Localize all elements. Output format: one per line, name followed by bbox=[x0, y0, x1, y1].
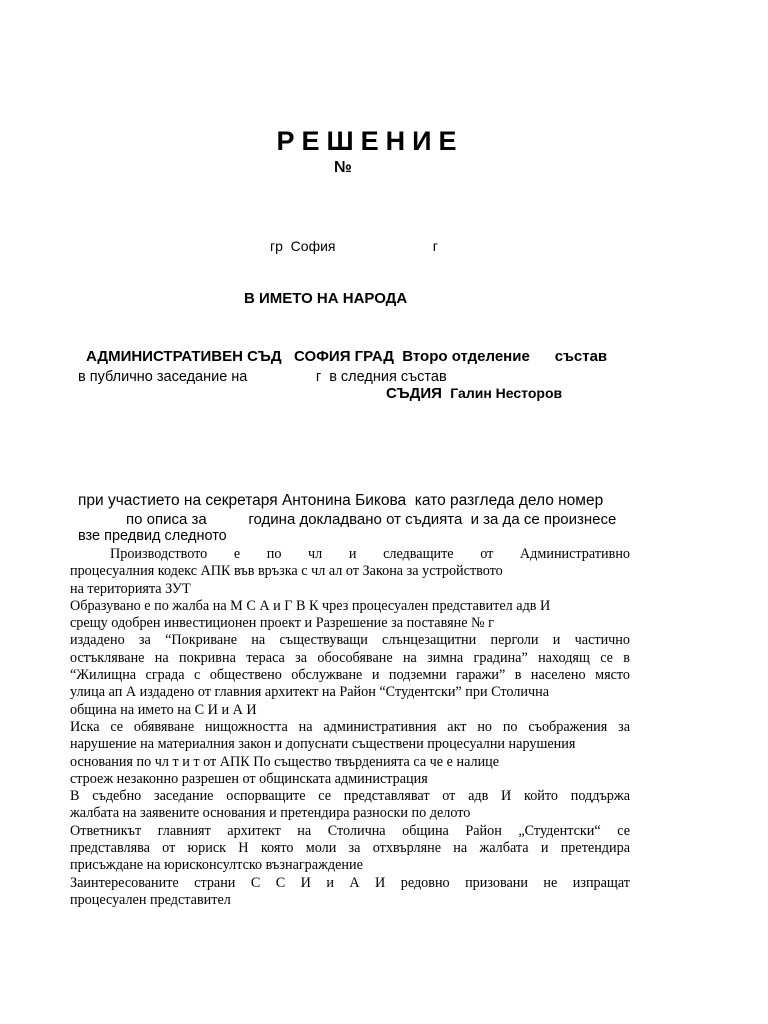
body-line: присъждане на юрисконсултско възнаграждение bbox=[70, 857, 363, 874]
body-line: Образувано е по жалба на М С А и Г В К чрез процесуален представител адв И bbox=[70, 597, 551, 614]
decision-number: № bbox=[334, 159, 352, 176]
body-line: Иска се обявяване нищожността на административния акт но по съображения за bbox=[70, 718, 630, 735]
session-line: в публично заседание на г в следния състав bbox=[78, 369, 447, 385]
body-line: “Жилищна сграда с обществено обслужване и подземни гаражи” в населено място bbox=[70, 667, 630, 684]
place-and-date: гр София г bbox=[270, 238, 438, 254]
judge-label: СЪДИЯ bbox=[386, 385, 442, 402]
document-title: РЕШЕНИЕ bbox=[276, 126, 464, 156]
intro-line-3: взе предвид следното bbox=[78, 528, 227, 544]
body-line: Производството е по чл и следващите от Административно bbox=[110, 546, 630, 562]
body-line: основания по чл т и т от АПК По същество твърденията са че е налице bbox=[70, 753, 500, 770]
body-line: Ответникът главният архитект на Столична община Район „Студентски“ се bbox=[70, 822, 630, 839]
body-line: издадено за “Покриване на съществуващи слънцезащитни перголи и частично bbox=[70, 632, 630, 649]
body-line: нарушение на материалния закон и допуснати съществени процесуални нарушения bbox=[70, 736, 576, 753]
body-line: жалбата на заявените основания и претендира разноски по делото bbox=[70, 805, 471, 822]
body-line: В съдебно заседание оспорващите се представляват от адв И който поддържа bbox=[70, 788, 630, 805]
body-line: Заинтересованите страни С С И и А И редовно призовани не изпращат bbox=[70, 874, 630, 891]
body-line: срещу одобрен инвестиционен проект и Разрешение за поставяне № г bbox=[70, 615, 494, 632]
body-line: община на името на С И и А И bbox=[70, 701, 257, 718]
body-text bbox=[70, 546, 630, 909]
intro-line-2: по описа за година докладвано от съдията и за да се произнесе bbox=[126, 511, 617, 528]
body-line: остъкляване на покривна тераса за обособяване на зимна градина” находящ се в bbox=[70, 649, 630, 666]
court-line: АДМИНИСТРАТИВЕН СЪД СОФИЯ ГРАД Второ отделение състав bbox=[86, 348, 608, 365]
body-line: на територията ЗУТ bbox=[70, 580, 191, 597]
body-line: представлява от юриск Н която моли за отхвърляне на жалбата и претендира bbox=[70, 840, 630, 857]
judge-name: Галин Несторов bbox=[450, 385, 563, 401]
body-line: процесуалния кодекс АПК във връзка с чл ал от Закона за устройството bbox=[70, 563, 503, 580]
body-line: процесуален представител bbox=[70, 891, 231, 908]
body-line: строеж незаконно разрешен от общинската администрация bbox=[70, 770, 428, 787]
in-the-name-heading: В ИМЕТО НА НАРОДА bbox=[244, 290, 408, 307]
judge-line bbox=[386, 385, 562, 402]
intro-line-1: при участието на секретаря Антонина Бикова като разгледа дело номер bbox=[78, 492, 604, 509]
body-line: улица ап А издадено от главния архитект на Район “Студентски” при Столична bbox=[70, 684, 549, 701]
